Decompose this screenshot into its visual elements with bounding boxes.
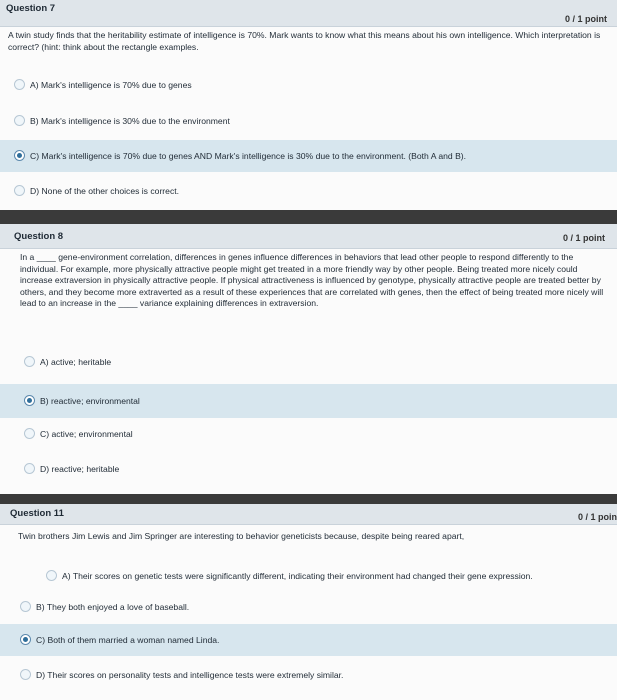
question-points: 0 / 1 point xyxy=(562,233,605,243)
question-text: Twin brothers Jim Lewis and Jim Springer are interesting to behavior geneticists because, despite being reared apart, xyxy=(18,531,465,541)
radio-button-selected[interactable] xyxy=(20,634,31,645)
option-label: C) Both of them married a woman named Linda. xyxy=(36,635,220,645)
radio-button[interactable] xyxy=(24,428,35,439)
radio-button[interactable] xyxy=(20,601,31,612)
answer-option-a[interactable] xyxy=(0,346,617,378)
answer-option-a[interactable] xyxy=(0,560,617,592)
answer-option-c[interactable] xyxy=(0,624,617,656)
answer-option-c[interactable] xyxy=(0,418,617,450)
option-label: A) active; heritable xyxy=(40,357,112,367)
option-label: A) Mark's intelligence is 70% due to genes xyxy=(30,80,192,90)
answer-option-c[interactable] xyxy=(0,140,617,172)
radio-button[interactable] xyxy=(24,463,35,474)
question-text: A twin study finds that the heritability estimate of intelligence is 70%. Mark wants to know what this means about his own intelligence. Which interpretation is correct? (hint: think about the rectangle examples. xyxy=(8,30,601,52)
answer-option-d[interactable] xyxy=(0,175,617,207)
answer-option-d[interactable] xyxy=(0,454,617,486)
option-label: C) active; environmental xyxy=(40,429,133,439)
option-label: B) reactive; environmental xyxy=(40,396,140,406)
radio-button-selected[interactable] xyxy=(14,150,25,161)
option-label: A) Their scores on genetic tests were significantly different, indicating their environment had changed their gene expression. xyxy=(62,571,533,581)
answer-option-d[interactable] xyxy=(0,659,617,691)
option-label: C) Mark's intelligence is 70% due to genes AND Mark's intelligence is 30% due to the environment. (Both A and B). xyxy=(30,151,467,161)
radio-button[interactable] xyxy=(14,115,25,126)
question-7-card xyxy=(0,0,617,210)
option-label: D) Their scores on personality tests and intelligence tests were extremely similar. xyxy=(36,670,344,680)
question-header xyxy=(0,504,617,525)
question-points: 0 / 1 point xyxy=(564,14,607,24)
answer-option-b[interactable] xyxy=(0,592,617,624)
option-label: B) Mark's intelligence is 30% due to the environment xyxy=(30,116,230,126)
answer-option-a[interactable] xyxy=(0,68,617,100)
radio-button[interactable] xyxy=(24,356,35,367)
question-8-card xyxy=(0,224,617,494)
radio-button-selected[interactable] xyxy=(24,395,35,406)
option-label: B) They both enjoyed a love of baseball. xyxy=(36,602,190,612)
option-label: D) reactive; heritable xyxy=(40,464,120,474)
answer-option-b[interactable] xyxy=(0,384,617,418)
question-title: Question 7 xyxy=(6,3,56,14)
question-11-card xyxy=(0,504,617,700)
option-label: D) None of the other choices is correct. xyxy=(30,186,180,196)
radio-button[interactable] xyxy=(46,570,57,581)
question-title: Question 8 xyxy=(14,231,64,242)
question-title: Question 11 xyxy=(10,508,64,519)
answer-option-b[interactable] xyxy=(0,104,617,136)
radio-button[interactable] xyxy=(14,79,25,90)
question-header xyxy=(0,224,617,249)
radio-button[interactable] xyxy=(20,669,31,680)
question-points: 0 / 1 poin xyxy=(577,512,617,522)
question-text: In a ____ gene-environment correlation, differences in genes influence differences in behaviors that lead other people to respond differently to the individual. For example, more physically attractive people might get treated in a more friendly way by other people. Being treated more nicely could increase extraversion in physically attractive people. If physical attractiveness is influenced by genotype, physically attractive people are treated better by others, and they become more extraverted as a result of these experiences that are correlated with genes, then the effect of being treated more nicely will lead to an increase in the ____ variance explaining differences in extraversion. xyxy=(20,252,604,308)
radio-button[interactable] xyxy=(14,185,25,196)
question-header xyxy=(0,0,617,27)
